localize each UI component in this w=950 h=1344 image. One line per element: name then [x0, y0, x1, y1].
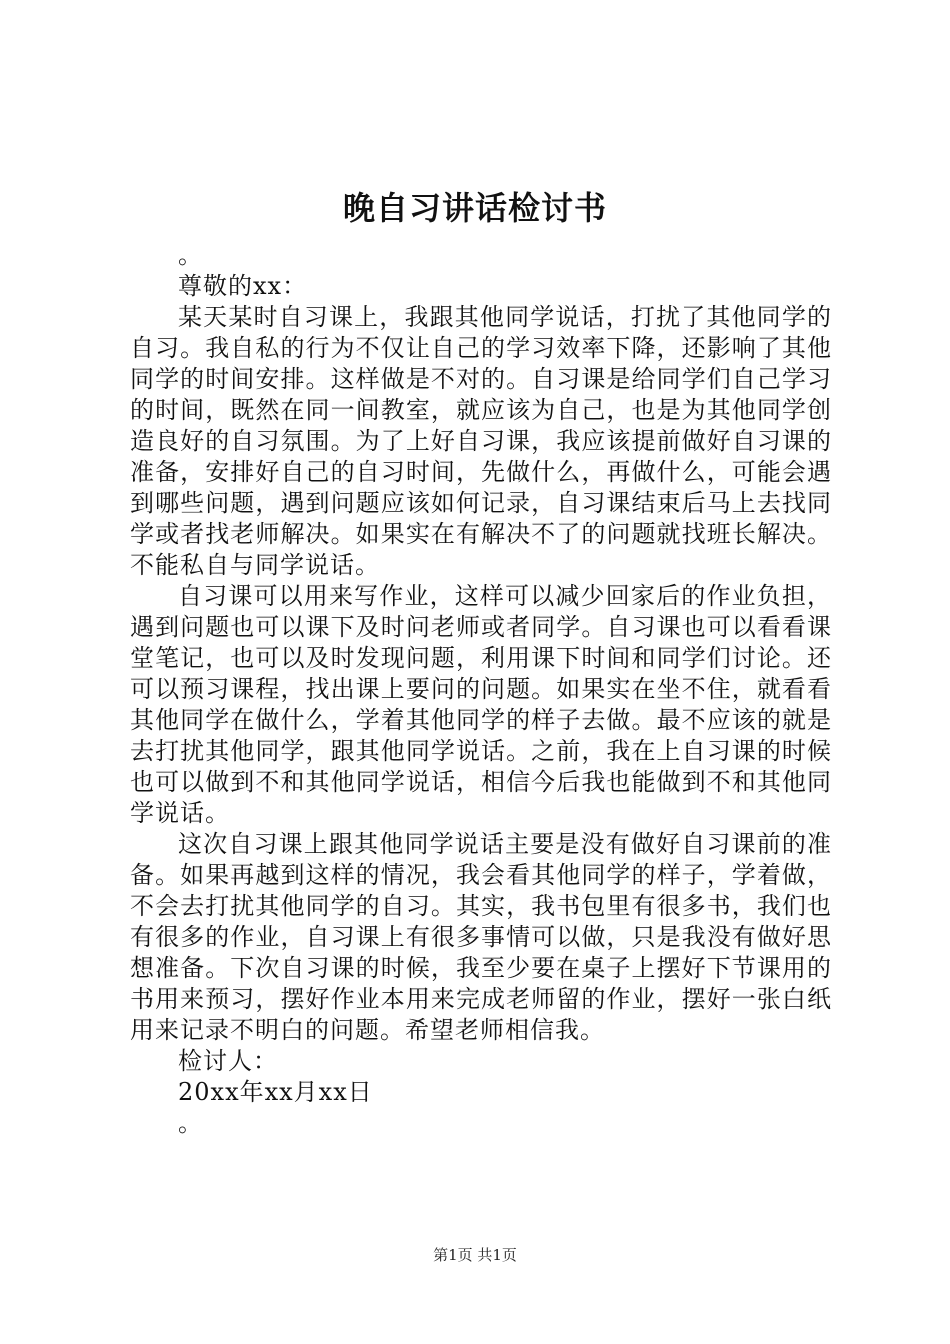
salutation: 尊敬的xx：	[178, 272, 308, 300]
signature-date: 20xx年xx月xx日	[178, 1078, 373, 1106]
trailing-mark: 。	[178, 1109, 203, 1137]
document-title: 晚自习讲话检讨书	[342, 189, 607, 227]
lead-mark: 。	[178, 241, 203, 269]
paragraph-1: 某天某时自习课上，我跟其他同学说话，打扰了其他同学的自习。我自私的行为不仅让自己的学习效率下降，还影响了其他同学的时间安排。这样做是不对的。自习课是给同学们自己学习的时间，既然在同一间教室，就应该为自己，也是为其他同学创造良好的自习氛围。为了上好自习课，我应该提前做好自习课的准备，安排好自己的自习时间，先做什么，再做什么，可能会遇到哪些问题，遇到问题应该如何记录，自习课结束后马上去找同学或者找老师解决。如果实在有解决不了的问题就找班长解决。不能私自与同学说话。	[130, 303, 832, 579]
page-footer: 第1页 共1页	[433, 1246, 517, 1264]
paragraph-3: 这次自习课上跟其他同学说话主要是没有做好自习课前的准备。如果再越到这样的情况，我会看其他同学的样子，学着做，不会去打扰其他同学的自习。其实，我书包里有很多书，我们也有很多的作业，自习课上有很多事情可以做，只是我没有做好思想准备。下次自习课的时候，我至少要在桌子上摆好下节课用的书用来预习，摆好作业本用来完成老师留的作业，摆好一张白纸用来记录不明白的问题。希望老师相信我。	[130, 830, 832, 1044]
paragraph-2: 自习课可以用来写作业，这样可以减少回家后的作业负担，遇到问题也可以课下及时问老师或者同学。自习课也可以看看课堂笔记，也可以及时发现问题，利用课下时间和同学们讨论。还可以预习课程，找出课上要问的问题。如果实在坐不住，就看看其他同学在做什么，学着其他同学的样子去做。最不应该的就是去打扰其他同学，跟其他同学说话。之前，我在上自习课的时候也可以做到不和其他同学说话，相信今后我也能做到不和其他同学说话。	[130, 582, 832, 827]
signature-label: 检讨人：	[178, 1047, 278, 1075]
document-body	[130, 240, 832, 1139]
